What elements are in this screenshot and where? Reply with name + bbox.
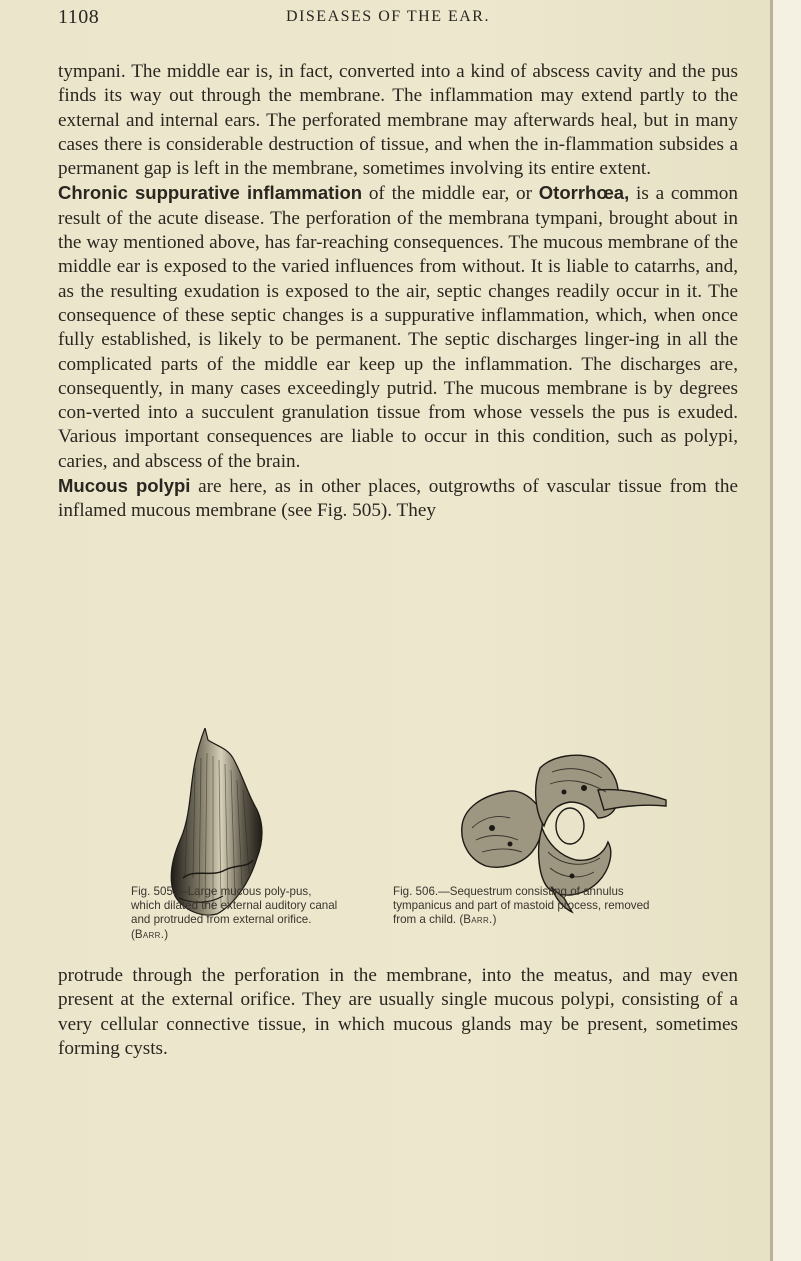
page-number: 1108	[58, 6, 100, 28]
heading-otorrhoea: Otorrhœa,	[538, 182, 630, 204]
adjacent-page-edge	[773, 0, 801, 1261]
figure-505-caption: Fig. 505.—Large mucous poly-pus, which dilated the external auditory canal and protruded from external orifice. (Barr.)	[131, 885, 338, 941]
paragraph-mucous-polypi: Mucous polypi are here, as in other places, outgrowths of vascular tissue from the inflamed mucous membrane (see Fig. 505). They	[58, 475, 738, 522]
page-header	[58, 6, 738, 30]
paragraph-tympani: tympani. The middle ear is, in fact, converted into a kind of abscess cavity and the pus finds its way out through the membrane. The inflammation may extend partly to the external and internal ears. The perforated membrane may afterwards heal, but in many cases there is considerable destruction of tissue, and when the in-flammation subsides a permanent gap is left in the membrane, sometimes involving its entire extent.	[58, 61, 738, 180]
heading-chronic-suppurative: Chronic suppurative inflammation	[58, 182, 363, 204]
body-text-lower	[58, 964, 738, 1061]
running-head: DISEASES OF THE EAR.	[286, 8, 490, 25]
figure-506-caption: Fig. 506.—Sequestrum consisting of annulus tympanicus and part of mastoid process, removed from a child. (Barr.)	[393, 885, 650, 927]
heading-mucous-polypi: Mucous polypi	[58, 475, 191, 497]
figure-505-credit: Barr.	[134, 927, 165, 941]
paragraph-protrude: protrude through the perforation in the membrane, into the meatus, and may even present at the external orifice. They are usually single mucous polypi, consisting of a very cellular connective tissue, in which mucous glands may be present, sometimes forming cysts.	[58, 965, 738, 1059]
body-text-upper	[58, 60, 738, 524]
figure-506-credit: Barr.	[463, 913, 493, 927]
paragraph-chronic-suppurative: Chronic suppurative inflammation of the middle ear, or Otorrhœa, is a common result of the acute disease. The perforation of the membrana tympani, brought about in the way mentioned above, has far-reaching consequences. The mucous membrane of the middle ear is exposed to the varied influences from without. It is liable to catarrhs, and, as the resulting exudation is exposed to the air, septic changes readily occur in it. The consequence of these septic changes is a suppurative inflammation, which, when once fully established, is likely to be permanent. The septic discharges linger-ing in all the complicated parts of the middle ear keep up the inflammation. The discharges are, consequently, in many cases exceedingly putrid. The mucous membrane is by degrees con-verted into a succulent granulation tissue from whose vessels the pus is exuded. Various important consequences are liable to occur in this condition, such as polypi, caries, and abscess of the brain.	[58, 182, 738, 472]
